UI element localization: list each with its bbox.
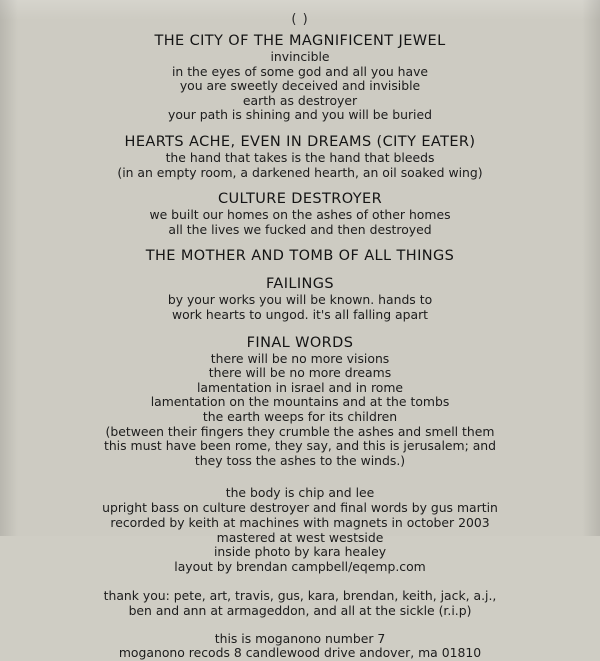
credit-line: layout by brendan campbell/eqemp.com: [174, 559, 426, 575]
lyric-line: your path is shining and you will be buried: [168, 107, 432, 123]
lyric-line: (between their fingers they crumble the ashes and smell them: [105, 423, 495, 439]
lyric-line: in the eyes of some god and all you have: [171, 63, 429, 79]
song-block: [12, 182, 588, 237]
credit-line: recorded by keith at machines with magnets in october 2003: [110, 514, 490, 530]
song-title: HEARTS ACHE, EVEN IN DREAMS (CITY EATER): [124, 133, 476, 150]
imprint-block: [12, 632, 588, 661]
song-block: [12, 239, 588, 265]
song-block: [12, 267, 588, 322]
lyric-line: lamentation in israel and in rome: [196, 379, 404, 395]
lyric-line: this must have been rome, they say, and this is jerusalem; and: [103, 438, 497, 454]
credit-line: upright bass on culture destroyer and final words by gus martin: [102, 500, 498, 516]
lyric-line: (in an empty room, a darkened hearth, an oil soaked wing): [117, 164, 483, 180]
credits-block: [12, 486, 588, 575]
lyric-line: all the lives we fucked and then destroyed: [168, 221, 432, 237]
imprint-line: moganono recods 8 candlewood drive andover, ma 01810: [118, 645, 482, 661]
lyric-line: the hand that takes is the hand that bleeds: [165, 149, 435, 165]
imprint-line: this is moganono number 7: [214, 630, 386, 646]
lyric-line: invincible: [270, 49, 330, 64]
lyric-line: there will be no more visions: [210, 350, 390, 366]
lyric-line: by your works you will be known. hands to: [167, 292, 433, 308]
top-mark: ( ): [291, 12, 309, 27]
lyric-line: lamentation on the mountains and at the tombs: [150, 394, 450, 410]
thanks-block: [12, 589, 588, 619]
song-block: [12, 335, 588, 469]
song-title: THE CITY OF THE MAGNIFICENT JEWEL: [154, 33, 446, 49]
song-block: [12, 33, 588, 123]
thanks-line: thank you: pete, art, travis, gus, kara, brendan, keith, jack, a.j.,: [103, 588, 497, 604]
song-title: CULTURE DESTROYER: [217, 191, 383, 208]
lyric-line: earth as destroyer: [242, 92, 358, 108]
lyric-line: work hearts to ungod. it's all falling apart: [171, 306, 429, 322]
credit-line: the body is chip and lee: [225, 485, 375, 501]
lyric-line: we built our homes on the ashes of other homes: [149, 207, 451, 223]
song-title: FAILINGS: [265, 276, 335, 293]
song-title: FINAL WORDS: [246, 334, 354, 351]
credit-line: mastered at west westside: [216, 529, 384, 545]
song-title: THE MOTHER AND TOMB OF ALL THINGS: [145, 248, 455, 265]
credit-line: inside photo by kara healey: [213, 544, 387, 560]
lyric-line: you are sweetly deceived and invisible: [179, 78, 421, 94]
lyric-line: they toss the ashes to the winds.): [194, 452, 406, 468]
lyric-line: the earth weeps for its children: [202, 408, 398, 424]
thanks-line: ben and ann at armageddon, and all at the sickle (r.i.p): [128, 602, 472, 618]
lyric-line: there will be no more dreams: [208, 365, 392, 381]
song-block: [12, 125, 588, 180]
